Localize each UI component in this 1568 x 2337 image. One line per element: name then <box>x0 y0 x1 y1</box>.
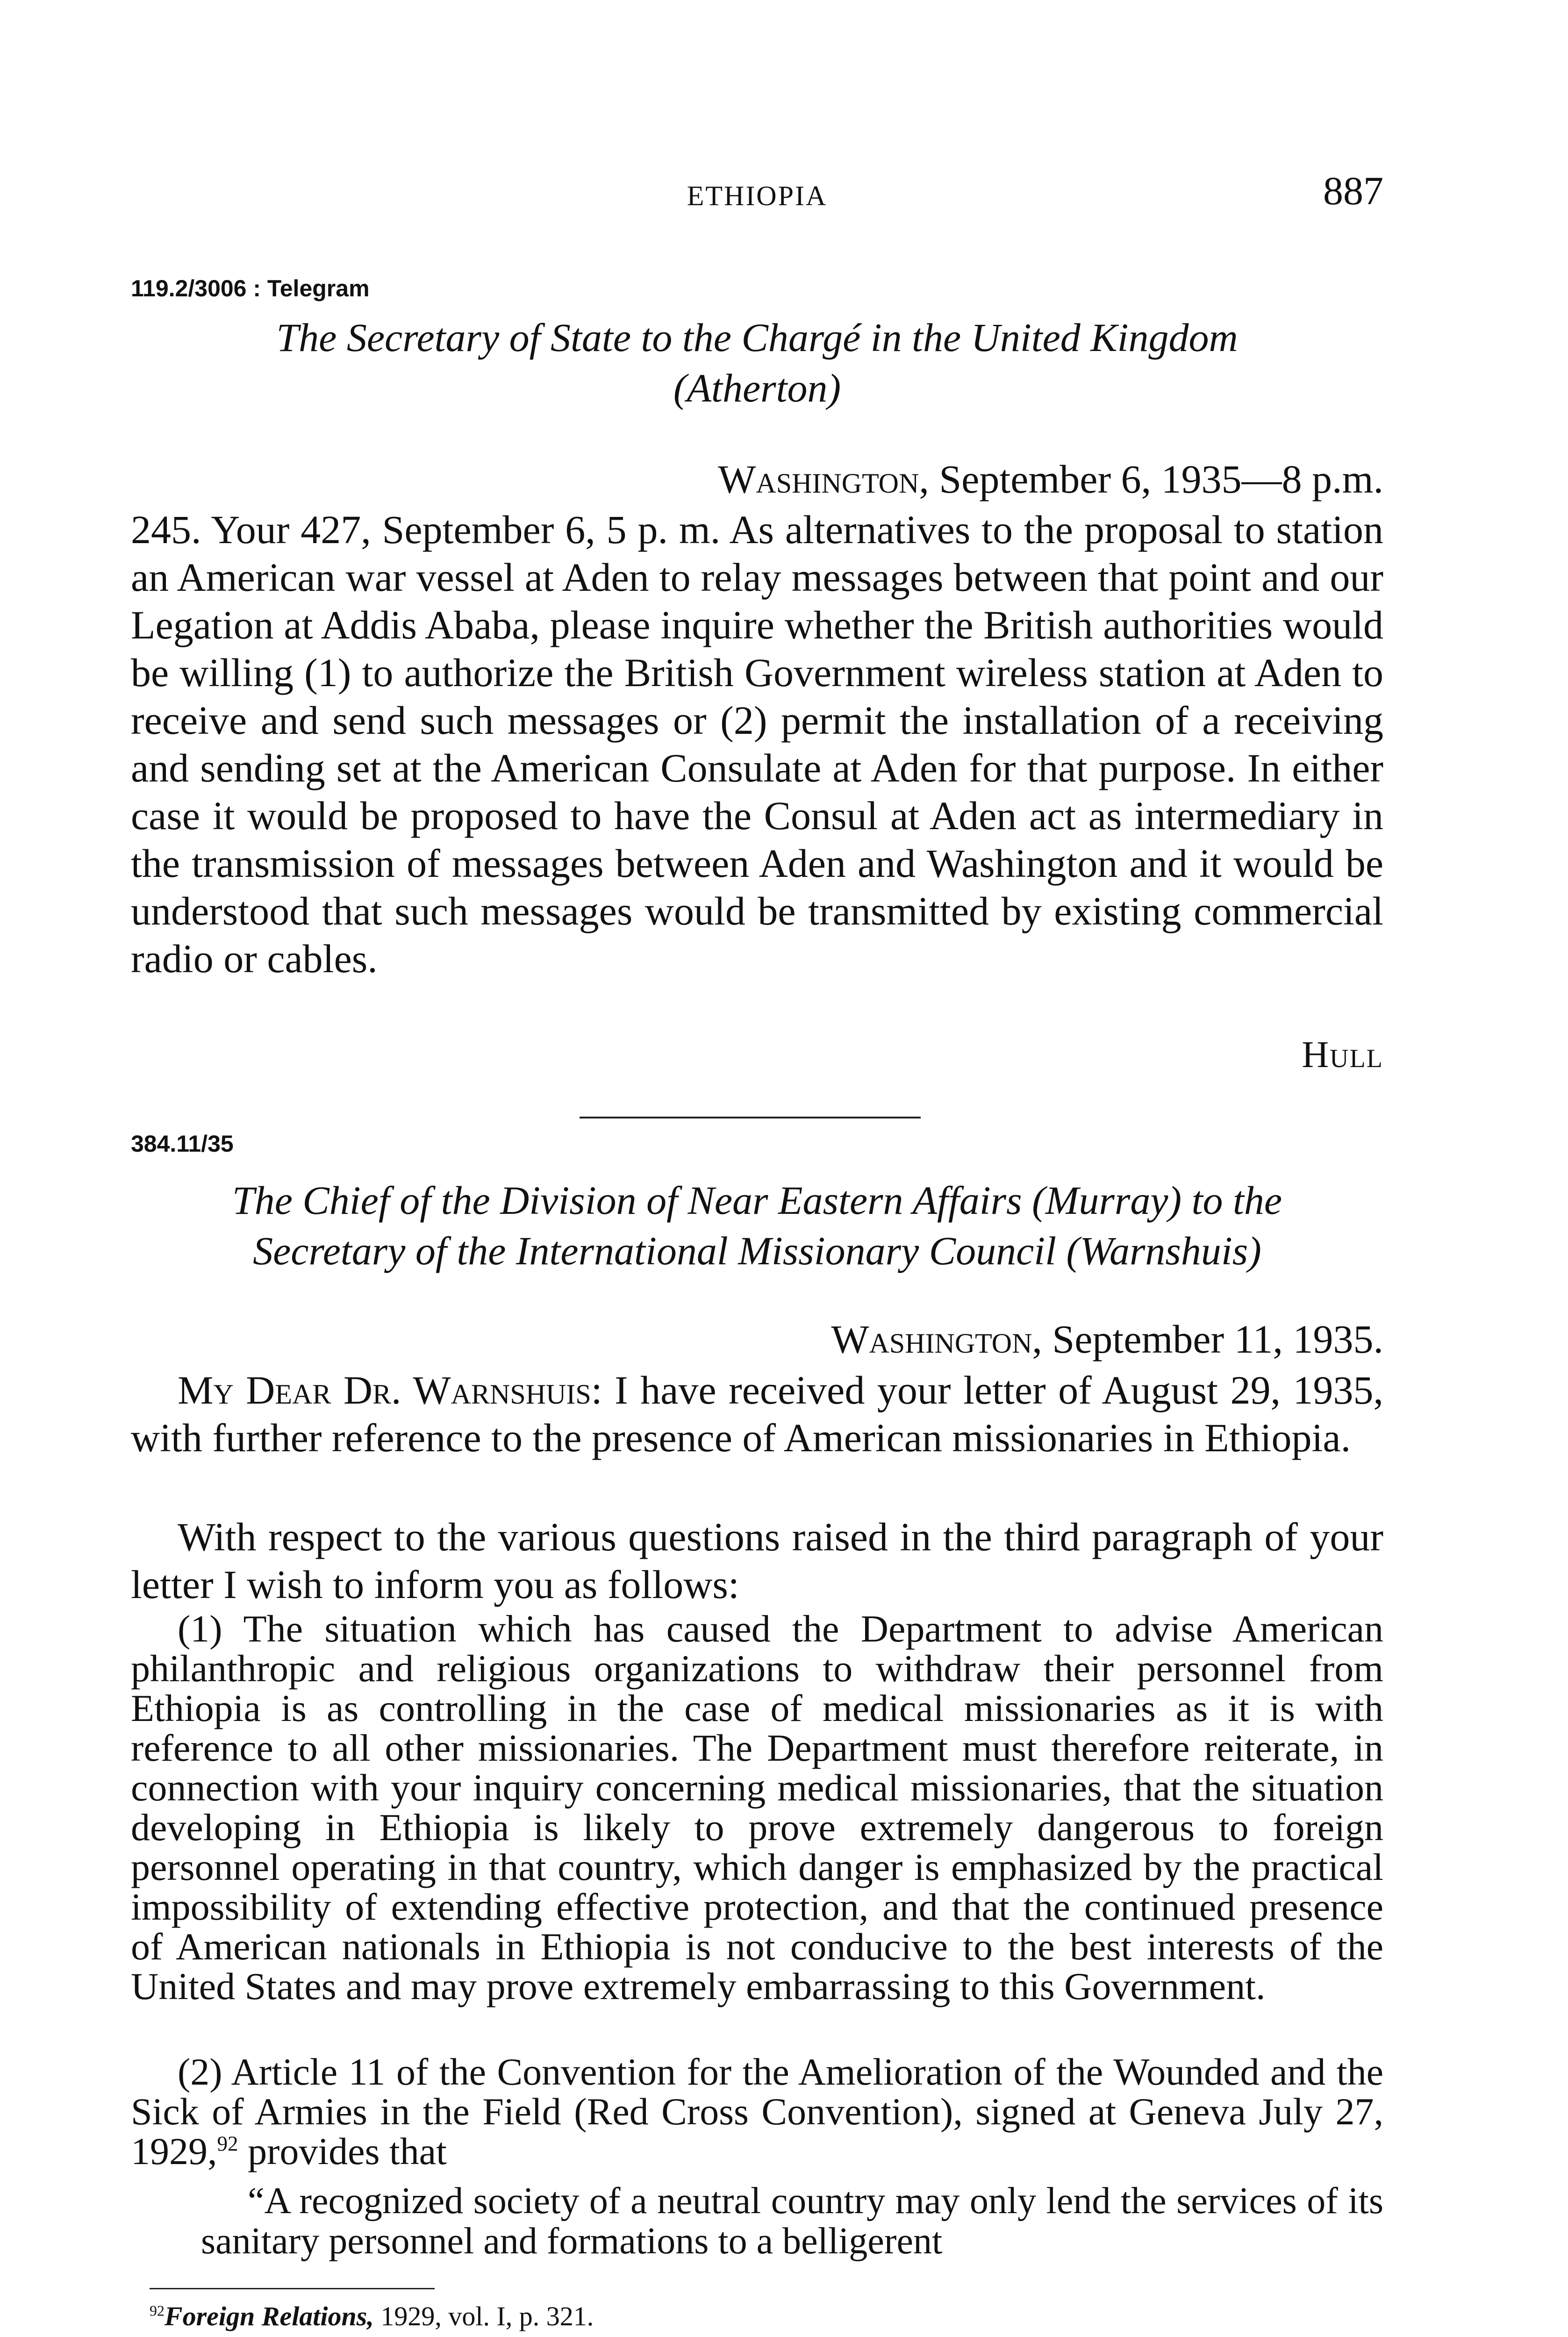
section-divider <box>580 1117 921 1118</box>
letter-paragraph-1-text: I have received your letter of August 29, 1935, with further reference to the presence of American missionaries in Ethiopia. <box>131 1368 1384 1460</box>
quoted-article: “A recognized society of a neutral country may only lend the services of its sanitary personnel and formations to a belligerent <box>201 2180 1383 2262</box>
date-1: September 6, 1935—8 p.m. <box>939 457 1383 502</box>
place-1: Washington, <box>718 457 929 502</box>
running-title: ETHIOPIA <box>687 180 828 211</box>
letter-paragraph-1 <box>131 1366 1383 1462</box>
numbered-item-2 <box>131 2052 1383 2171</box>
footnote <box>150 2301 594 2332</box>
footnote-marker: 92 <box>150 2302 165 2319</box>
file-reference-1: 119.2/3006 : Telegram <box>131 275 370 301</box>
document-title-1-line1: The Secretary of State to the Chargé in the United Kingdom <box>276 315 1238 360</box>
footnote-publication: Foreign Relations, <box>164 2301 374 2331</box>
place-2: Washington, <box>831 1317 1042 1362</box>
document-title-1 <box>131 312 1383 413</box>
numbered-item-2-tail: provides that <box>238 2130 447 2172</box>
telegram-body: 245. Your 427, September 6, 5 p. m. As alternatives to the proposal to station an American war vessel at Aden to relay messages between that point and our Legation at Addis Ababa, please inquire whether the British authorities would be willing (1) to authorize the British Government wireless station at Aden to receive and send such messages or (2) permit the installation of a receiving and sending set at the American Consulate at Aden for that purpose. In either case it would be proposed to have the Consul at Aden act as intermediary in the transmission of messages between Aden and Washington and it would be understood that such messages would be transmitted by existing commercial radio or cables. <box>131 507 1383 981</box>
file-reference-2: 384.11/35 <box>131 1131 234 1157</box>
numbered-item-2-text: (2) Article 11 of the Convention for the Amelioration of the Wounded and the Sick of Armies in the Field (Red Cross Convention), signed at Geneva July 27, 1929, <box>131 2050 1383 2172</box>
signature-hull: Hull <box>1302 1034 1383 1075</box>
place-date-2 <box>831 1316 1383 1362</box>
salutation: My Dear Dr. Warnshuis: <box>178 1368 602 1412</box>
footnote-reference: 92 <box>217 2132 238 2156</box>
page-number: 887 <box>1323 168 1383 213</box>
document-title-2 <box>131 1175 1383 1276</box>
document-title-2-line2: Secretary of the International Missionary Council (Warnshuis) <box>253 1228 1261 1273</box>
place-date-1 <box>718 456 1383 502</box>
document-title-1-line2: (Atherton) <box>673 366 841 410</box>
footnote-citation: 1929, vol. I, p. 321. <box>373 2301 594 2331</box>
footnote-divider <box>150 2288 435 2289</box>
document-title-2-line1: The Chief of the Division of Near Eastern Affairs (Murray) to the <box>232 1178 1282 1223</box>
numbered-item-1: (1) The situation which has caused the Department to advise American philanthropic and religious organizations to withdraw their personnel from Ethiopia is as controlling in the case of medical missionaries as it is with reference to all other missionaries. The Department must therefore reiterate, in connection with your inquiry concerning medical missionaries, that the situation developing in Ethiopia is likely to prove extremely dangerous to foreign personnel operating in that country, which danger is emphasized by the practical impossibility of extending effective protection, and that the continued presence of American nationals in Ethiopia is not conducive to the best interests of the United States and may prove extremely embarrassing to this Government. <box>131 1607 1383 2007</box>
date-2: September 11, 1935. <box>1052 1317 1383 1362</box>
letter-paragraph-2: With respect to the various questions raised in the third paragraph of your letter I wish to inform you as follows: <box>131 1514 1383 1607</box>
